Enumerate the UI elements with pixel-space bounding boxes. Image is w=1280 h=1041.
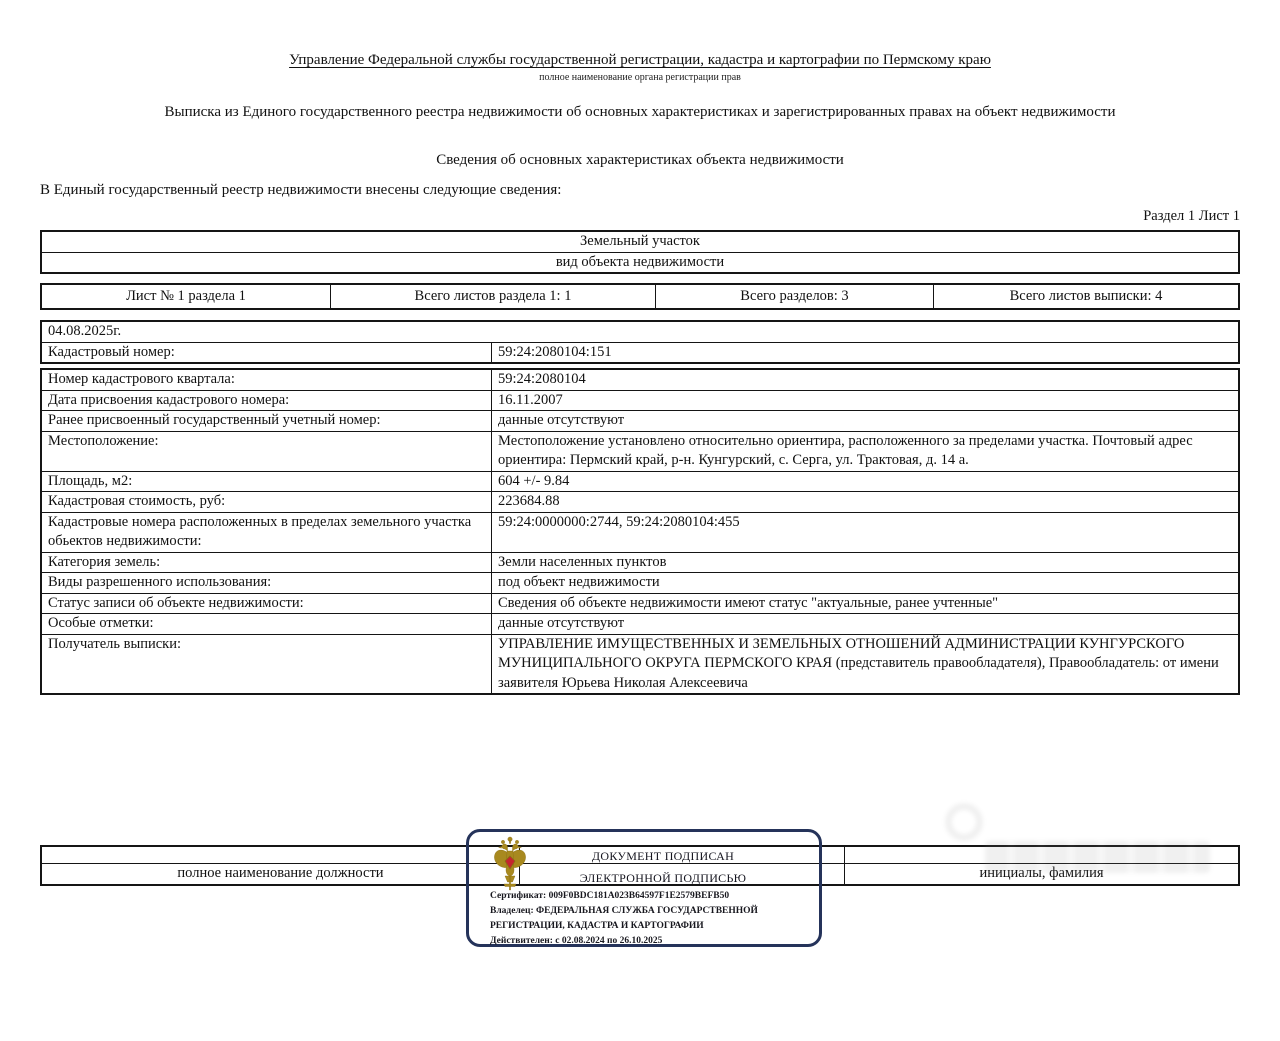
document-page	[0, 52, 1280, 1041]
row-label: Дата присвоения кадастрового номера:	[42, 391, 492, 411]
row-label: Кадастровая стоимость, руб:	[42, 492, 492, 512]
signature-line-cell	[42, 847, 520, 863]
table-row	[42, 322, 1238, 342]
row-value: 16.11.2007	[498, 391, 563, 408]
sheet-cell: Лист № 1 раздела 1	[42, 285, 331, 308]
table-row	[42, 552, 1238, 573]
position-caption: полное наименование должности	[42, 864, 520, 884]
row-label: Виды разрешенного использования:	[42, 573, 492, 593]
table-row	[42, 431, 1238, 471]
section-title: Сведения об основных характеристиках объекта недвижимости	[436, 152, 844, 168]
table-row	[42, 593, 1238, 614]
object-type-value: Земельный участок	[580, 233, 700, 249]
object-type-caption: вид объекта недвижимости	[555, 253, 725, 270]
table-row	[42, 252, 1238, 273]
row-value: 59:24:2080104:151	[498, 343, 612, 360]
signature-area	[40, 845, 1240, 946]
sheet-cell: Всего разделов: 3	[656, 285, 934, 308]
stamp-validity: Действителен: с 02.08.2024 по 26.10.2025	[490, 936, 663, 946]
row-value: 223684.88	[498, 493, 560, 509]
row-label: Ранее присвоенный государственный учетный номер:	[42, 411, 492, 431]
row-value: данные отсутствуют	[498, 412, 625, 428]
sheet-cell: Всего листов выписки: 4	[1009, 288, 1163, 304]
watermark	[945, 803, 983, 841]
row-value: под объект недвижимости	[498, 574, 660, 590]
object-type-table	[40, 230, 1240, 274]
row-label: Кадастровый номер:	[42, 343, 492, 363]
table-row	[42, 370, 1238, 390]
stamp-certificate-details	[490, 889, 811, 949]
org-name-caption: полное наименование органа регистрации прав	[539, 72, 741, 83]
intro-line: В Единый государственный реестр недвижимости внесены следующие сведения:	[40, 182, 562, 198]
row-label: Местоположение:	[42, 432, 492, 471]
row-value: 59:24:0000000:2744, 59:24:2080104:455	[498, 513, 740, 530]
section-sheet-label: Раздел 1 Лист 1	[1143, 208, 1240, 224]
row-value: Местоположение установлено относительно ориентира, расположенного за пределами участка. Почтовый адрес ориентира: Пермский край, р-н. Кунгурский, с. Серга, ул. Трактовая, д. 14 а.	[498, 432, 1193, 468]
row-value: 59:24:2080104	[498, 371, 586, 387]
table-row	[42, 512, 1238, 552]
table-row	[42, 285, 1238, 308]
sheet-cell: Всего листов раздела 1: 1	[331, 285, 656, 308]
table-row	[42, 491, 1238, 512]
table-row	[42, 232, 1238, 252]
row-value: Сведения об объекте недвижимости имеют статус "актуальные, ранее учтенные"	[498, 594, 999, 611]
stamp-line1: ДОКУМЕНТ ПОДПИСАН	[591, 849, 735, 863]
row-label: Площадь, м2:	[42, 472, 492, 492]
table-row	[42, 634, 1238, 694]
stamp-owner-line2: РЕГИСТРАЦИИ, КАДАСТРА И КАРТОГРАФИИ	[490, 921, 704, 931]
table-row	[42, 410, 1238, 431]
row-label: Получатель выписки:	[42, 635, 492, 694]
stamp-owner-line1: Владелец: ФЕДЕРАЛЬНАЯ СЛУЖБА ГОСУДАРСТВЕННОЙ	[490, 906, 758, 916]
sheets-table	[40, 283, 1240, 310]
row-value: данные отсутствуют	[498, 615, 625, 631]
date-table	[40, 320, 1240, 364]
stamp-certificate: Сертификат: 009F0BDC181A023B64597F1E2579BEFB50	[490, 891, 730, 901]
table-row	[42, 572, 1238, 593]
org-name-title: Управление Федеральной службы государственной регистрации, кадастра и картографии по Пермскому краю	[289, 52, 991, 68]
row-label: Номер кадастрового квартала:	[42, 370, 492, 390]
table-row	[42, 342, 1238, 363]
extract-date: 04.08.2025г.	[48, 323, 122, 339]
row-value: Земли населенных пунктов	[498, 553, 667, 570]
row-label: Статус записи об объекте недвижимости:	[42, 594, 492, 614]
row-label: Особые отметки:	[42, 614, 492, 634]
table-row	[42, 390, 1238, 411]
table-row	[42, 613, 1238, 634]
stamp-line2: ЭЛЕКТРОННОЙ ПОДПИСЬЮ	[579, 871, 747, 885]
document-title: Выписка из Единого государственного реестра недвижимости об основных характеристиках и зарегистрированных правах на объект недвижимости	[164, 104, 1116, 120]
row-label: Категория земель:	[42, 553, 492, 573]
row-value: 604 +/- 9.84	[498, 472, 570, 489]
electronic-signature-stamp	[466, 829, 822, 947]
watermark	[985, 841, 1210, 873]
table-row	[42, 471, 1238, 492]
row-label: Кадастровые номера расположенных в пределах земельного участка обьектов недвижимости:	[42, 513, 492, 552]
name-caption: инициалы, фамилия	[979, 865, 1104, 881]
row-value: УПРАВЛЕНИЕ ИМУЩЕСТВЕННЫХ И ЗЕМЕЛЬНЫХ ОТНОШЕНИЙ АДМИНИСТРАЦИИ КУНГУРСКОГО МУНИЦИПАЛЬНОГО ОКРУГА ПЕРМСКОГО КРАЯ (представитель правообладателя), Правообладатель: от имени заявителя Юрьева Николая Алексеевича	[498, 635, 1219, 691]
main-table	[40, 368, 1240, 695]
